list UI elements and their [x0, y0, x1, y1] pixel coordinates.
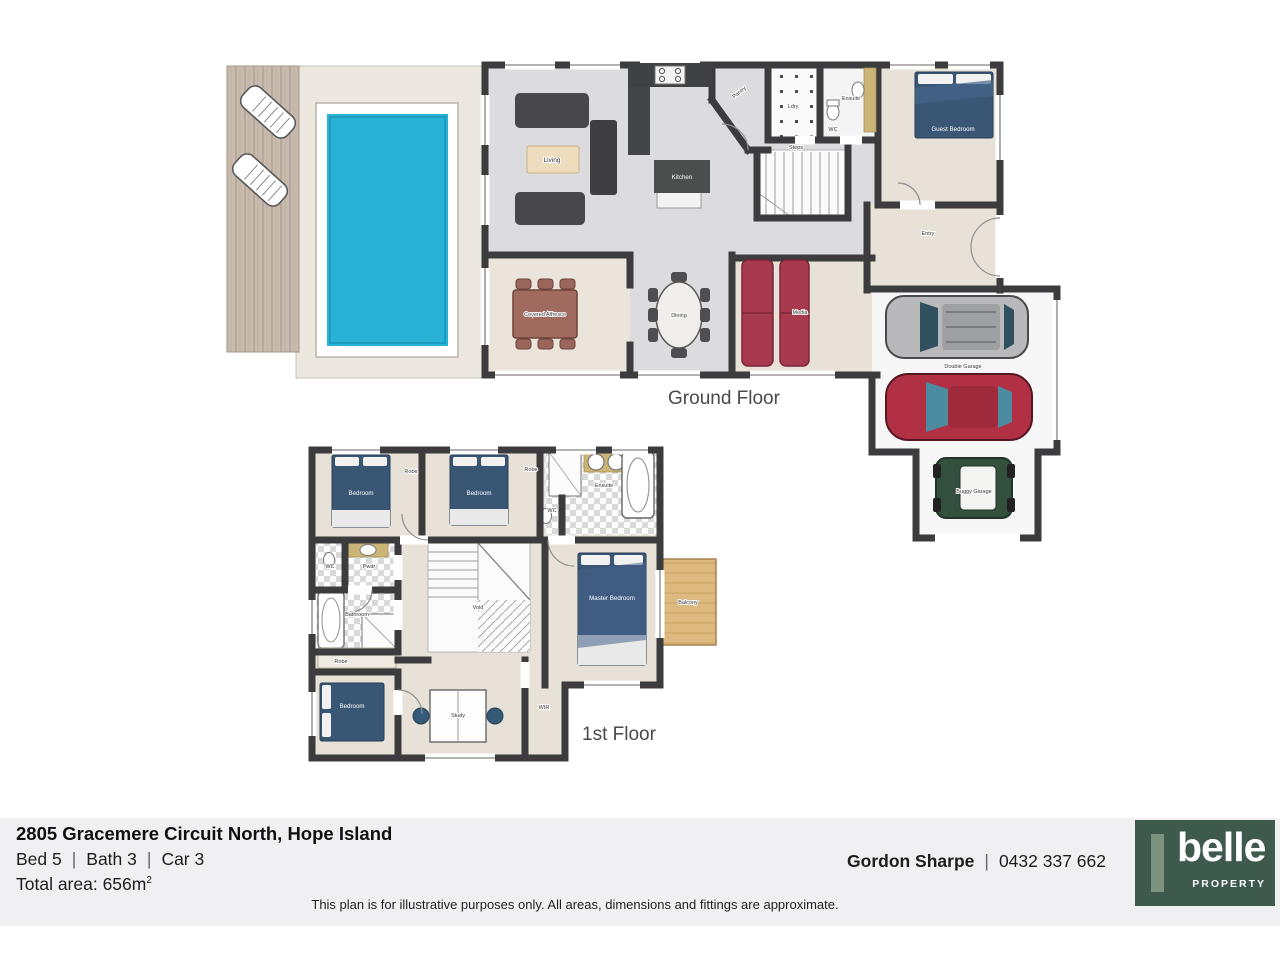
balcony-label: Balcony — [678, 600, 698, 606]
property-address: 2805 Gracemere Circuit North, Hope Island — [16, 823, 393, 844]
bathroom-label: Bathroom — [345, 612, 369, 618]
pool-deck-area — [227, 66, 488, 378]
pantry-label: Pantry — [731, 85, 748, 101]
pwdr-label: Pwdr — [362, 564, 376, 570]
entry-label: Entry — [921, 231, 935, 237]
agent-contact — [847, 851, 1106, 872]
kitchen-label: Kitchen — [671, 174, 693, 181]
robe-c-label: Robe — [334, 659, 348, 665]
laundry-label: Ldry — [787, 104, 799, 110]
bedroom-c-label: Bedroom — [339, 703, 365, 710]
bedroom-c-bed — [320, 683, 384, 741]
agent-phone: 0432 337 662 — [998, 851, 1106, 871]
ground-ensuite-label: Ensuite — [841, 96, 861, 102]
buggy-garage-label: Buggy Garage — [956, 489, 992, 495]
master-bed — [578, 553, 646, 665]
first-floor-title: 1st Floor — [582, 724, 656, 745]
robe-b-label: Robe — [524, 467, 538, 473]
entry-floor — [867, 205, 1000, 289]
bed-count: Bed 5 — [16, 849, 62, 869]
wir-label: WIR — [538, 705, 550, 711]
bedroom-a-label: Bedroom — [348, 490, 374, 497]
guest-bedroom-label: Guest Bedroom — [931, 126, 975, 133]
swimming-pool — [316, 103, 458, 357]
ground-floor-title: Ground Floor — [668, 388, 780, 409]
ground-wc-label: WC — [828, 127, 838, 133]
separator: | — [71, 849, 77, 869]
property-specs — [16, 849, 204, 870]
ensuite-wc-label: WC — [547, 508, 557, 514]
footer-bar — [0, 818, 1280, 926]
master-bedroom-label: Master Bedroom — [589, 595, 635, 602]
study-label: Study — [450, 713, 466, 719]
disclaimer-text: This plan is for illustrative purposes only. All areas, dimensions and fittings are approximate. — [311, 897, 839, 912]
suv-car — [886, 296, 1028, 358]
stove-icon — [655, 66, 685, 84]
first-wc-label: WC — [325, 564, 335, 570]
logo-bar-icon — [1151, 834, 1164, 892]
logo-sub-text: PROPERTY — [1192, 878, 1266, 890]
separator: | — [146, 849, 152, 869]
total-area-superscript: 2 — [146, 875, 152, 887]
bath-count: Bath 3 — [86, 849, 137, 869]
car-count: Car 3 — [161, 849, 205, 869]
laundry-floor — [768, 65, 820, 140]
total-area — [16, 874, 152, 895]
media-label: Media — [792, 310, 808, 316]
double-garage-label: Double Garage — [944, 364, 982, 370]
steps-label: Steps — [788, 145, 804, 151]
red-car — [886, 374, 1032, 440]
agent-name: Gordon Sharpe — [847, 851, 975, 871]
separator: | — [984, 851, 989, 871]
buggy-car — [933, 458, 1015, 518]
void-label: Void — [472, 605, 484, 611]
dining-label: Dining — [671, 313, 687, 319]
first-ensuite-label: Ensuite — [594, 483, 614, 489]
robe-a-label: Robe — [404, 469, 418, 475]
bedroom-b-label: Bedroom — [466, 490, 492, 497]
total-area-text: Total area: 656m — [16, 874, 147, 894]
alfresco-label: Covered Alfresco — [524, 312, 566, 318]
living-label: Living — [543, 157, 561, 164]
logo-brand-text: belle — [1177, 824, 1266, 870]
belle-property-logo — [1135, 820, 1275, 906]
first-floor-plan — [312, 447, 716, 758]
